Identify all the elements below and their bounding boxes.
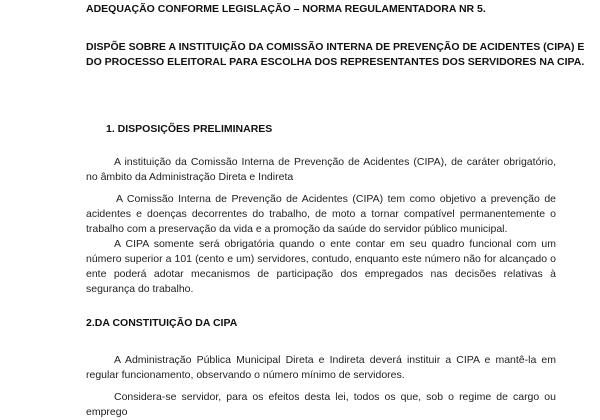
section-1-paragraph-3	[86, 237, 556, 297]
paragraph-text: A CIPA somente será obrigatória quando o ente contar em seu quadro funcional com um número superior a 101 (cento e um) servidores, contudo, enquanto este número não for alcançado o ente poderá adotar mecanismos de participação dos empregados nas decisões relativas à segurança do trabalho.	[86, 238, 556, 295]
section-2-title: 2.DA CONSTITUIÇÃO DA CIPA	[86, 317, 238, 329]
paragraph-text: A Comissão Interna de Prevenção de Acidentes (CIPA) tem como objetivo a prevenção de acidentes e doenças decorrentes do trabalho, de moto a tornar compatível permanentemente o trabalho com a preservação da vida e a promoção da saúde do servidor público municipal.	[86, 193, 556, 235]
section-1-title: 1. DISPOSIÇÕES PRELIMINARES	[106, 123, 273, 135]
section-2-paragraph-2	[86, 390, 556, 420]
header-subject-line-2: DO PROCESSO ELEITORAL PARA ESCOLHA DOS REPRESENTANTES DOS SERVIDORES NA CIPA.	[86, 56, 585, 68]
paragraph-text: A instituição da Comissão Interna de Prevenção de Acidentes (CIPA), de caráter obrigatório, no âmbito da Administração Direta e Indireta	[86, 156, 556, 183]
paragraph-text: Considera-se servidor, para os efeitos desta lei, todos os que, sob o regime de cargo ou emprego	[86, 391, 556, 418]
section-2-paragraph-1	[86, 353, 556, 383]
paragraph-text: A Administração Pública Municipal Direta e Indireta deverá instituir a CIPA e mantê-la em regular funcionamento, observando o número mínimo de servidores.	[86, 354, 556, 381]
section-1-paragraph-2	[86, 192, 556, 237]
header-subject-line-1: DISPÕE SOBRE A INSTITUIÇÃO DA COMISSÃO INTERNA DE PREVENÇÃO DE ACIDENTES (CIPA) E	[86, 41, 585, 53]
section-1-paragraph-1	[86, 155, 556, 185]
header-norm-title: ADEQUAÇÃO CONFORME LEGISLAÇÃO – NORMA REGULAMENTADORA NR 5.	[86, 3, 486, 15]
